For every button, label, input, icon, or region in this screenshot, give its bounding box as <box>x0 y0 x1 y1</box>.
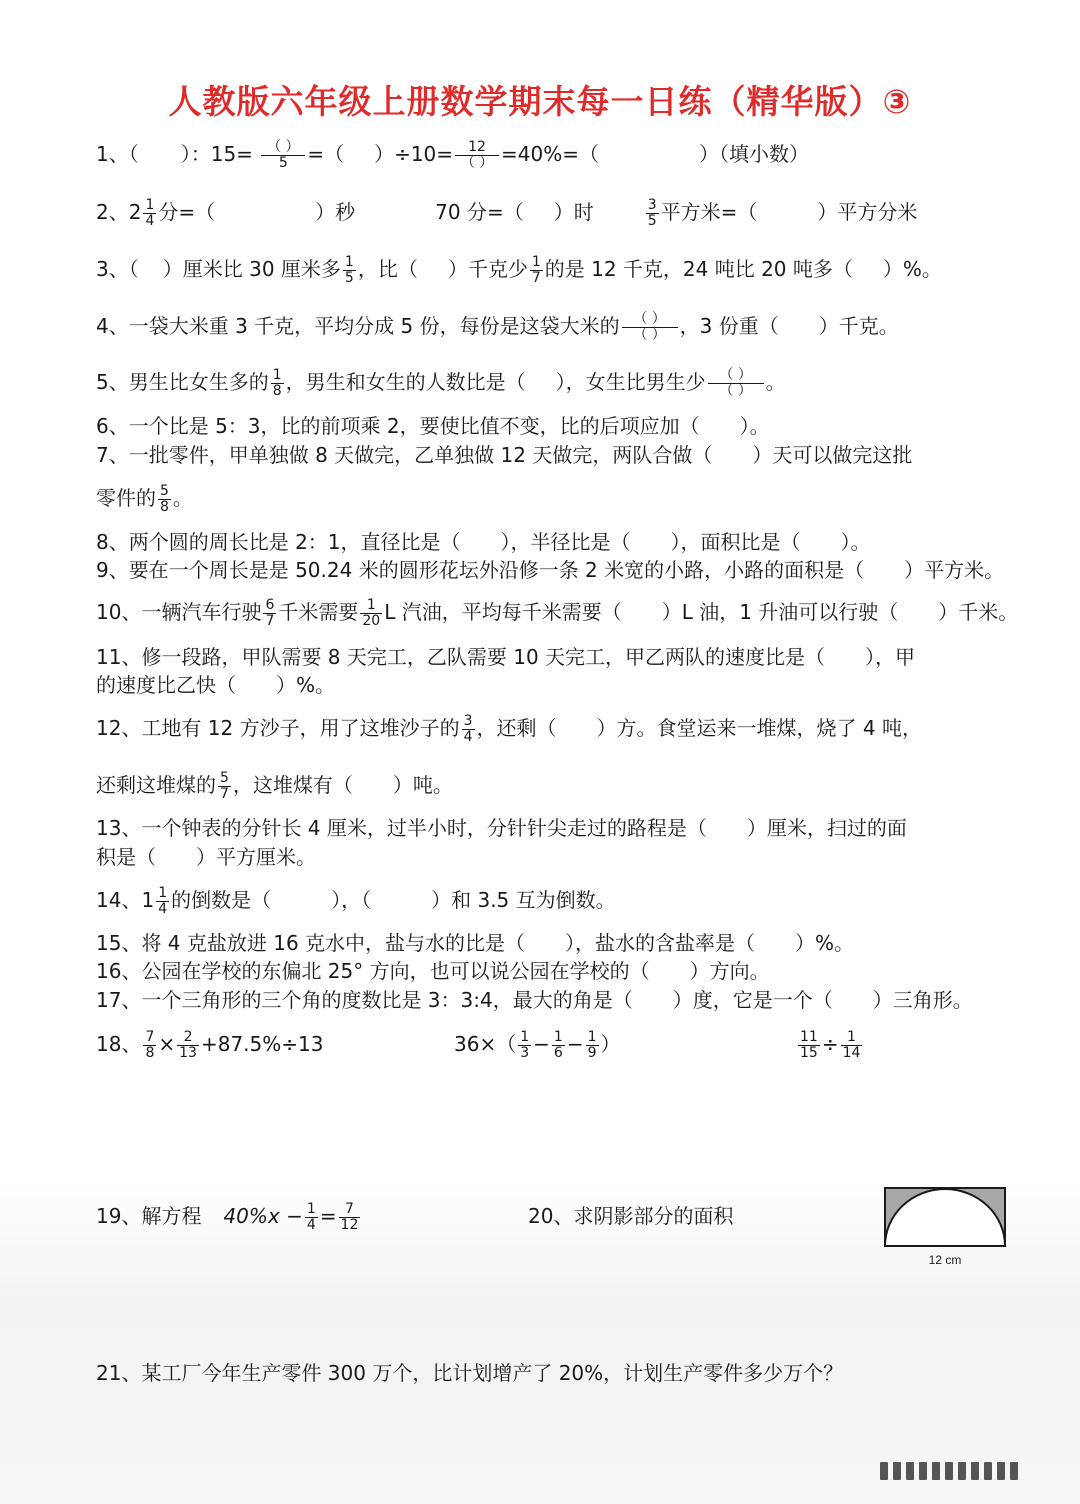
fraction: $\frac{7}{8}$ <box>145 1029 155 1061</box>
fraction: $\frac{1}{14}$ <box>842 1029 861 1061</box>
bar-icon <box>919 1462 927 1480</box>
question-17: 17、一个三角形的三个角的度数比是 3：3:4，最大的角是（ ）度，它是一个（ ）三角形。 <box>96 988 973 1012</box>
bottom-toolbar-icons <box>880 1462 1060 1482</box>
question-1: 1、（ ）：15= $\frac{( )}{5}$ =（ ）÷10= $\frac{12}{( )}$ =40%=（ ）（填小数） <box>96 139 810 171</box>
question-5: 5、男生比女生多的 $\frac{1}{8}$ ，男生和女生的人数比是（ ），女生比男生少 $\frac{( )}{( )}$ 。 <box>96 367 786 399</box>
fraction: $\frac{1}{9}$ <box>587 1029 597 1061</box>
question-21: 21、某工厂今年生产零件 300 万个，比计划增产了 20%，计划生产零件多少万个？ <box>96 1361 844 1385</box>
bar-icon <box>997 1462 1005 1480</box>
question-2: 2、2 $\frac{1}{4}$ 分=（ ）秒 70 分=（ ）时 $\frac{3}{5}$ 平方米=（ ）平方分米 <box>96 197 918 229</box>
question-7-line-1: 7、一批零件，甲单独做 8 天做完，乙单独做 12 天做完，两队合做（ ）天可以做完这批 <box>96 443 913 467</box>
fraction: $\frac{11}{15}$ <box>800 1029 818 1061</box>
question-9: 9、要在一个周长是是 50.24 米的圆形花坛外沿修一条 2 米宽的小路，小路的面积是（ ）平方米。 <box>96 558 1005 582</box>
bar-icon <box>971 1462 979 1480</box>
question-11-line-2: 的速度比乙快（ ）%。 <box>96 673 336 697</box>
fraction: $\frac{5}{8}$ <box>160 483 169 515</box>
fraction: $\frac{1}{6}$ <box>553 1029 563 1061</box>
fraction: $\frac{3}{4}$ <box>463 713 473 745</box>
question-15: 15、将 4 克盐放进 16 克水中，盐与水的比是（ ），盐水的含盐率是（ ）%。 <box>96 931 855 955</box>
question-12-line-2: 还剩这堆煤的 $\frac{5}{7}$ ，这堆煤有（ ）吨。 <box>96 770 453 802</box>
question-13-line-2: 积是（ ）平方厘米。 <box>96 845 316 869</box>
question-10: 10、一辆汽车行驶 $\frac{6}{7}$ 千米需要 $\frac{1}{20}$ L 汽油，平均每千米需要（ ）L 油，1 升油可以行驶（ ）千米。 <box>96 597 1019 629</box>
question-6: 6、一个比是 5：3，比的前项乘 2，要使比值不变，比的后项应加（ ）。 <box>96 414 770 438</box>
fraction: $\frac{1}{4}$ <box>306 1201 316 1233</box>
question-11-line-1: 11、修一段路，甲队需要 8 天完工，乙队需要 10 天完工，甲乙两队的速度比是（ ），甲 <box>96 645 916 669</box>
bar-icon <box>880 1462 888 1480</box>
bar-icon <box>945 1462 953 1480</box>
bar-icon <box>932 1462 940 1480</box>
bar-icon <box>958 1462 966 1480</box>
question-18-part-c: $\frac{11}{15}$ ÷ $\frac{1}{14}$ <box>800 1029 861 1061</box>
fraction: $\frac{7}{12}$ <box>340 1201 359 1233</box>
bar-icon <box>984 1462 992 1480</box>
fraction: $\frac{( )}{( )}$ <box>622 312 678 343</box>
question-4: 4、一袋大米重 3 千克，平均分成 5 份，每份是这袋大米的 $\frac{( )}{( )}$ ，3 份重（ ）千克。 <box>96 311 899 343</box>
fraction: $\frac{1}{8}$ <box>272 367 282 399</box>
fraction: $\frac{1}{4}$ <box>158 885 168 917</box>
question-7-line-2: 零件的 $\frac{5}{8}$ 。 <box>96 483 193 515</box>
question-12-line-1: 12、工地有 12 方沙子，用了这堆沙子的 $\frac{3}{4}$ ，还剩（ ）方。食堂运来一堆煤，烧了 4 吨， <box>96 713 922 745</box>
fraction: $\frac{3}{5}$ <box>647 197 657 229</box>
fraction: $\frac{2}{13}$ <box>179 1029 197 1061</box>
fraction: $\frac{( )}{( )}$ <box>708 368 764 399</box>
fraction: $\frac{1}{5}$ <box>344 254 354 286</box>
fraction: $\frac{6}{7}$ <box>265 597 275 629</box>
fraction: $\frac{1}{3}$ <box>520 1029 530 1061</box>
question-3: 3、（ ）厘米比 30 厘米多 $\frac{1}{5}$ ，比（ ）千克少 $\frac{1}{7}$ 的是 12 千克，24 吨比 20 吨多（ ）%。 <box>96 254 942 286</box>
fraction: $\frac{5}{7}$ <box>220 770 229 802</box>
bar-icon <box>906 1462 914 1480</box>
question-20: 20、求阴影部分的面积 <box>528 1204 734 1228</box>
question-13-line-1: 13、一个钟表的分针长 4 厘米，过半小时，分针针尖走过的路程是（ ）厘米，扫过的面 <box>96 816 907 840</box>
shaded-area-diagram <box>884 1187 1006 1249</box>
question-8: 8、两个圆的周长比是 2：1，直径比是（ ），半径比是（ ），面积比是（ ）。 <box>96 530 871 554</box>
page-title: 人教版六年级上册数学期末每一日练（精华版）③ <box>168 82 912 121</box>
question-18-part-b: 36×（ $\frac{1}{3}$ − $\frac{1}{6}$ − $\frac{1}{9}$ ） <box>454 1029 621 1061</box>
fraction: $\frac{12}{( )}$ <box>455 140 499 171</box>
dimension-label: 12 cm <box>928 1253 962 1267</box>
question-16: 16、公园在学校的东偏北 25° 方向，也可以说公园在学校的（ ）方向。 <box>96 959 770 983</box>
question-19: 19、解方程 40%x − $\frac{1}{4}$ = $\frac{7}{12}$ <box>96 1201 359 1233</box>
fraction: $\frac{1}{20}$ <box>362 597 381 629</box>
fraction: $\frac{1}{7}$ <box>531 254 541 286</box>
shaded-semicircle-figure <box>884 1187 1006 1267</box>
fraction: $\frac{1}{4}$ <box>145 197 155 229</box>
bar-icon <box>1010 1462 1018 1480</box>
question-14: 14、1 $\frac{1}{4}$ 的倒数是（ ），（ ）和 3.5 互为倒数。 <box>96 885 616 917</box>
question-18: 18、 $\frac{7}{8}$ × $\frac{2}{13}$ +87.5%÷13 <box>96 1029 324 1061</box>
bar-icon <box>893 1462 901 1480</box>
fraction: $\frac{( )}{5}$ <box>261 140 305 171</box>
